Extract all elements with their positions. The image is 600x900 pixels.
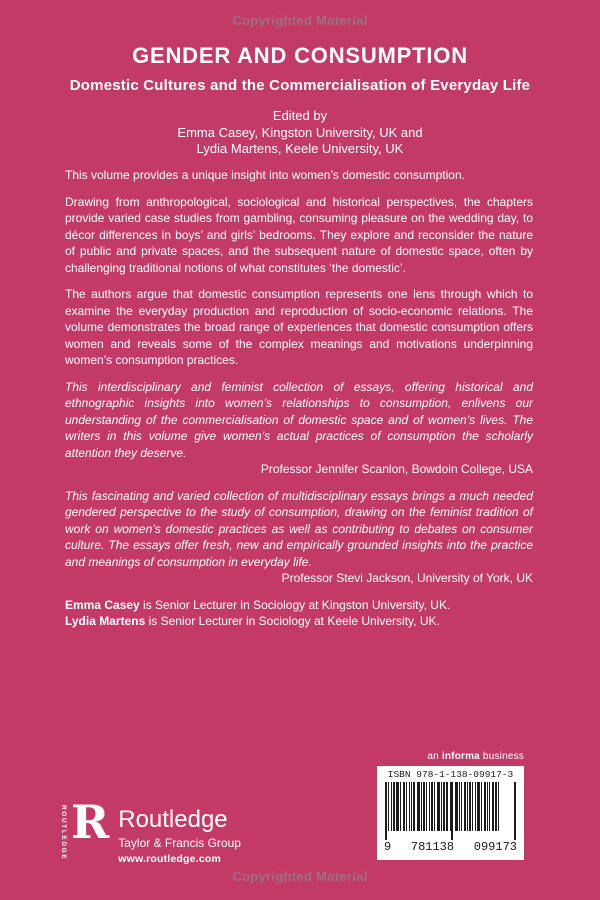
editor-bio-2-text: is Senior Lecturer in Sociology at Keele University, UK. (145, 614, 440, 628)
publisher-group: Taylor & Francis Group (118, 836, 241, 850)
routledge-vertical-text: ROUTLEDGE (60, 805, 67, 861)
barcode-guard-middle (451, 782, 453, 840)
editor-bio-1-name: Emma Casey (65, 597, 140, 612)
barcode-bars (384, 782, 517, 840)
ean-digits (384, 841, 517, 853)
copyright-watermark-bottom: Copyrighted Material (232, 869, 368, 884)
ean-digit-group-3: 099173 (473, 840, 517, 854)
editor-bio-2 (65, 613, 533, 630)
book-subtitle: Domestic Cultures and the Commercialisation of Everyday Life (69, 77, 531, 95)
editor-line-2: Lydia Martens, Keele University, UK (196, 141, 404, 157)
routledge-r-mark-icon: R (71, 795, 110, 849)
isbn-barcode (377, 766, 524, 860)
blurb-body (65, 167, 533, 630)
copyright-watermark-top: Copyrighted Material (232, 13, 368, 28)
blurb-paragraph-2: Drawing from anthropological, sociological and historical perspectives, the chapters provide varied case studies from gambling, consuming pleasure on the wedding day, to décor differences in boys’ and girls’ bedrooms. They explore and reconsider the nature of public and private spaces, and the subsequent nature of domestic space, often by challenging traditional notions of what constitutes ‘the domestic’. (65, 194, 533, 275)
blurb-paragraph-3: The authors argue that domestic consumption represents one lens through which to examine the everyday production and reproduction of socio-economic relations. The volume demonstrates the broad range of experiences that domestic consumption offers women and reveals some of the complex meanings and motivations underpinning women’s consumption practices. (65, 287, 533, 367)
editor-line-1: Emma Casey, Kingston University, UK and (177, 124, 423, 140)
editor-bio-2-name: Lydia Martens (65, 614, 146, 628)
editor-bio-1 (65, 597, 533, 614)
isbn-number: ISBN 978-1-138-09917-3 (387, 769, 514, 780)
publisher-text-block (118, 808, 241, 865)
informa-tagline-post: business (479, 751, 524, 762)
editors-block (0, 108, 600, 158)
publisher-url: www.routledge.com (118, 853, 222, 865)
book-title: GENDER AND CONSUMPTION (132, 43, 468, 68)
review-quote-1: This interdisciplinary and feminist collection of essays, offering historical and ethnographic insights into women’s relationships to consumption, enlivens our understanding of the commercialisation of domestic space and of women’s lives. The writers in this volume give women’s actual practices of consumption the scholarly attention they deserve. (65, 379, 533, 460)
ean-digit-group-2: 781138 (410, 840, 455, 854)
barcode-guard-left (385, 782, 387, 840)
informa-tagline-brand: informa (441, 751, 480, 762)
ean-digit-group-1: 9 (384, 840, 392, 854)
edited-by-label: Edited by (272, 108, 328, 124)
blurb-paragraph-1: This volume provides a unique insight into women’s domestic consumption. (65, 168, 465, 182)
cover-header (0, 44, 600, 158)
informa-tagline-pre: an (427, 751, 442, 762)
barcode-guard-right (514, 782, 516, 840)
review-quote-2-attribution: Professor Stevi Jackson, University of York, UK (281, 571, 533, 585)
editor-bio-1-text: is Senior Lecturer in Sociology at Kingston University, UK. (139, 597, 451, 612)
informa-tagline (377, 751, 524, 762)
review-quote-1-attribution: Professor Jennifer Scanlon, Bowdoin College, USA (260, 462, 533, 476)
editor-bios (65, 597, 533, 630)
routledge-logo (60, 795, 241, 865)
review-quote-2: This fascinating and varied collection of multidisciplinary essays brings a much needed gendered perspective to the study of consumption, drawing on the feminist tradition of work on women’s domestic practices as well as contributing to debates on consumer culture. The essays offer fresh, new and empirically grounded insights into the practice and meanings of consumption in everyday life. (65, 488, 533, 569)
publisher-name: Routledge (118, 806, 228, 833)
